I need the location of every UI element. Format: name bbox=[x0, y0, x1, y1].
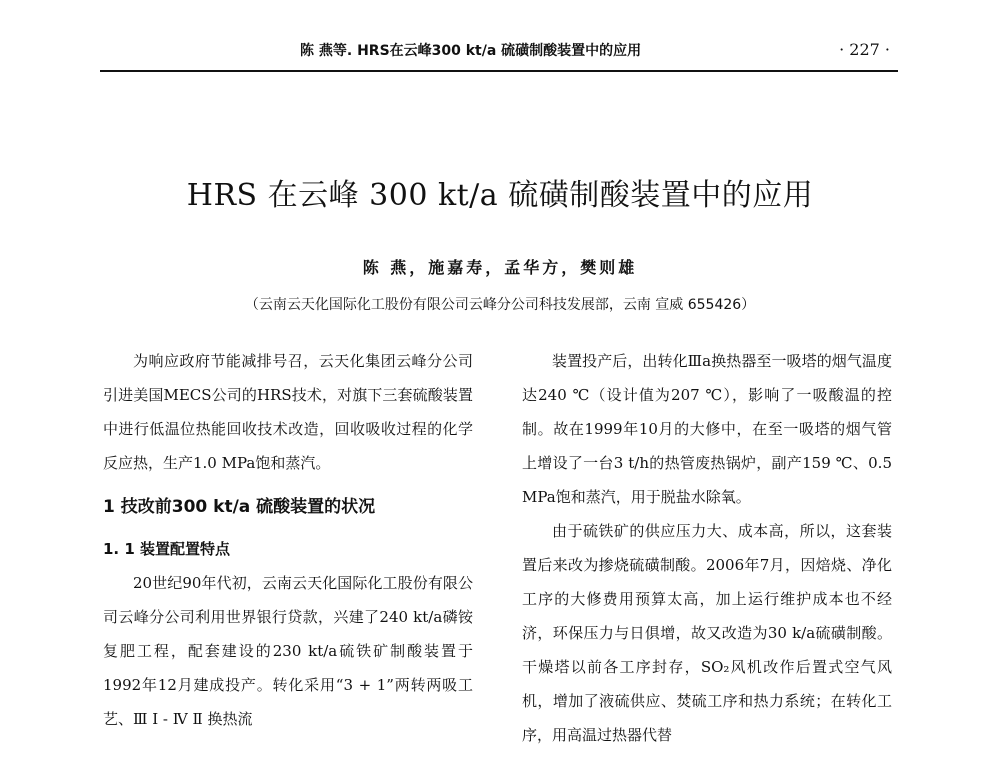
authors: 陈 燕，施嘉寿，孟华方，樊则雄 bbox=[362, 258, 638, 277]
header-rule bbox=[100, 70, 898, 72]
left-column bbox=[103, 344, 473, 736]
section-1-1-paragraph: 20世纪90年代初，云南云天化国际化工股份有限公司云峰分公司利用世界银行贷款，兴建了240 kt/a磷铵复肥工程，配套建设的230 kt/a硫铁矿制酸装置于1992年12月建成投产。转化采用“3 + 1”两转两吸工艺、Ⅲ Ⅰ - Ⅳ Ⅱ 换热流 bbox=[103, 574, 473, 728]
right-paragraph-2: 由于硫铁矿的供应压力大、成本高，所以，这套装置后来改为掺烧硫磺制酸。2006年7月，因焙烧、净化工序的大修费用预算太高，加上运行维护成本也不经济，环保压力与日俱增，故又改造为30 k/a硫磺制酸。干燥塔以前各工序封存，SO₂风机改作后置式空气风机，增加了液硫供应、焚硫工序和热力系统；在转化工序，用高温过热器代替 bbox=[522, 522, 892, 744]
page-number: · 227 · bbox=[839, 40, 890, 59]
section-1-1-heading: 1. 1 装置配置特点 bbox=[103, 540, 231, 558]
article-title: HRS 在云峰 300 kt/a 硫磺制酸装置中的应用 bbox=[186, 178, 814, 213]
right-column bbox=[522, 344, 892, 752]
section-1-heading: 1 技改前300 kt/a 硫酸装置的状况 bbox=[103, 497, 376, 517]
right-paragraph-1: 装置投产后，出转化Ⅲa换热器至一吸塔的烟气温度达240 ℃（设计值为207 ℃），影响了一吸酸温的控制。故在1999年10月的大修中，在至一吸塔的烟气管上增设了一台3 t/h的热管废热锅炉，副产159 ℃、0.5 MPa饱和蒸汽，用于脱盐水除氧。 bbox=[522, 352, 892, 506]
affiliation: （云南云天化国际化工股份有限公司云峰分公司科技发展部，云南 宣威 655426） bbox=[244, 297, 756, 313]
running-title: 陈 燕等. HRS在云峰300 kt/a 硫磺制酸装置中的应用 bbox=[300, 43, 642, 59]
intro-paragraph: 为响应政府节能减排号召，云天化集团云峰分公司引进美国MECS公司的HRS技术，对旗下三套硫酸装置中进行低温位热能回收技术改造，回收吸收过程的化学反应热，生产1.0 MPa饱和蒸汽。 bbox=[103, 352, 473, 472]
